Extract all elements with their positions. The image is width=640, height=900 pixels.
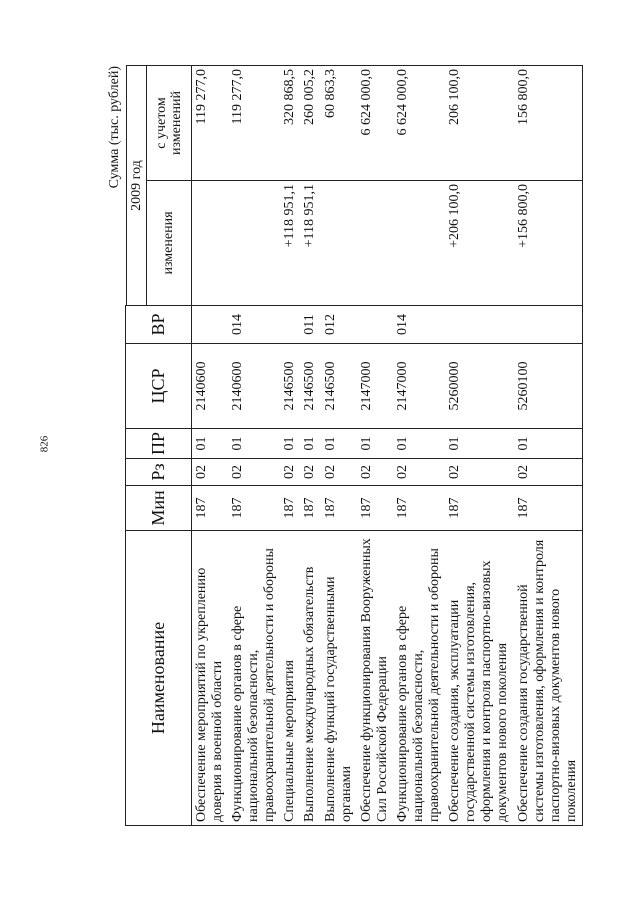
row-pr: 01 bbox=[280, 429, 300, 459]
row-total: 156 800,0 bbox=[514, 66, 583, 181]
row-rz: 02 bbox=[321, 459, 357, 486]
row-change: +118 951,1 bbox=[300, 181, 320, 306]
row-total: 320 868,5 bbox=[280, 66, 300, 181]
header-pr: ПР bbox=[126, 429, 192, 459]
row-csr: 5260000 bbox=[445, 344, 513, 429]
row-change: +206 100,0 bbox=[445, 181, 513, 306]
row-name: Выполнение международных обязательств bbox=[300, 531, 320, 826]
table-body bbox=[191, 66, 582, 826]
row-change bbox=[393, 181, 445, 306]
row-csr: 2146500 bbox=[280, 344, 300, 429]
row-name: Обеспечение создания, эксплуатации государственной системы изготовления, оформления и контроля паспортно-визовых документов нового поколения bbox=[445, 531, 513, 826]
row-vr bbox=[514, 306, 583, 344]
row-csr: 2147000 bbox=[393, 344, 445, 429]
row-csr: 5260100 bbox=[514, 344, 583, 429]
row-rz: 02 bbox=[300, 459, 320, 486]
table-row bbox=[393, 66, 445, 826]
row-rz: 02 bbox=[191, 459, 228, 486]
page-number: 826 bbox=[38, 435, 51, 453]
row-name: Выполнение функций государственными органами bbox=[321, 531, 357, 826]
table-row bbox=[514, 66, 583, 826]
table-row bbox=[280, 66, 300, 826]
sum-caption: Сумма (тыс. рублей) bbox=[107, 66, 122, 189]
table-row bbox=[357, 66, 393, 826]
header-vr: ВР bbox=[126, 306, 192, 344]
row-change bbox=[321, 181, 357, 306]
row-csr: 2146500 bbox=[321, 344, 357, 429]
row-name: Обеспечение функционирования Вооруженных Сил Российской Федерации bbox=[357, 531, 393, 826]
row-min: 187 bbox=[300, 486, 320, 531]
table-row bbox=[191, 66, 228, 826]
row-csr: 2140600 bbox=[191, 344, 228, 429]
table-row bbox=[300, 66, 320, 826]
row-vr: 014 bbox=[393, 306, 445, 344]
row-total: 6 624 000,0 bbox=[393, 66, 445, 181]
header-csr: ЦСР bbox=[126, 344, 192, 429]
row-vr bbox=[280, 306, 300, 344]
row-csr: 2140600 bbox=[228, 344, 280, 429]
row-name: Обеспечение мероприятий по укреплению доверия в военной области bbox=[191, 531, 228, 826]
row-total: 206 100,0 bbox=[445, 66, 513, 181]
row-vr: 012 bbox=[321, 306, 357, 344]
row-rz: 02 bbox=[393, 459, 445, 486]
row-total: 119 277,0 bbox=[228, 66, 280, 181]
row-min: 187 bbox=[357, 486, 393, 531]
row-rz: 02 bbox=[445, 459, 513, 486]
row-pr: 01 bbox=[321, 429, 357, 459]
row-pr: 01 bbox=[445, 429, 513, 459]
row-name: Функционирование органов в сфере национальной безопасности, правоохранительной деятельности и обороны bbox=[228, 531, 280, 826]
row-min: 187 bbox=[191, 486, 228, 531]
row-name: Обеспечение создания государственной системы изготовления, оформления и контроля паспортно-визовых документов нового поколения bbox=[514, 531, 583, 826]
row-min: 187 bbox=[280, 486, 300, 531]
row-min: 187 bbox=[228, 486, 280, 531]
row-pr: 01 bbox=[357, 429, 393, 459]
row-vr bbox=[445, 306, 513, 344]
header-rz: Рз bbox=[126, 459, 192, 486]
header-with-changes: с учетом изменений bbox=[146, 66, 191, 181]
row-vr: 011 bbox=[300, 306, 320, 344]
row-rz: 02 bbox=[357, 459, 393, 486]
row-change bbox=[228, 181, 280, 306]
table-row bbox=[228, 66, 280, 826]
row-rz: 02 bbox=[228, 459, 280, 486]
row-name: Функционирование органов в сфере национальной безопасности, правоохранительной деятельности и обороны bbox=[393, 531, 445, 826]
row-pr: 01 bbox=[228, 429, 280, 459]
row-pr: 01 bbox=[300, 429, 320, 459]
row-min: 187 bbox=[445, 486, 513, 531]
row-pr: 01 bbox=[191, 429, 228, 459]
row-min: 187 bbox=[393, 486, 445, 531]
row-total: 260 005,2 bbox=[300, 66, 320, 181]
table-row bbox=[321, 66, 357, 826]
row-min: 187 bbox=[321, 486, 357, 531]
row-pr: 01 bbox=[514, 429, 583, 459]
row-total: 60 863,3 bbox=[321, 66, 357, 181]
row-change: +156 800,0 bbox=[514, 181, 583, 306]
row-pr: 01 bbox=[393, 429, 445, 459]
row-total: 119 277,0 bbox=[191, 66, 228, 181]
row-vr: 014 bbox=[228, 306, 280, 344]
row-csr: 2146500 bbox=[300, 344, 320, 429]
header-name: Наименование bbox=[126, 531, 192, 826]
row-vr bbox=[357, 306, 393, 344]
row-change bbox=[191, 181, 228, 306]
budget-table bbox=[125, 65, 583, 826]
header-year: 2009 год bbox=[126, 66, 146, 306]
header-min: Мин bbox=[126, 486, 192, 531]
row-rz: 02 bbox=[280, 459, 300, 486]
row-vr bbox=[191, 306, 228, 344]
row-min: 187 bbox=[514, 486, 583, 531]
row-change bbox=[357, 181, 393, 306]
row-change: +118 951,1 bbox=[280, 181, 300, 306]
header-changes: изменения bbox=[146, 181, 191, 306]
rotated-page bbox=[107, 66, 585, 826]
row-name: Специальные мероприятия bbox=[280, 531, 300, 826]
row-rz: 02 bbox=[514, 459, 583, 486]
row-csr: 2147000 bbox=[357, 344, 393, 429]
row-total: 6 624 000,0 bbox=[357, 66, 393, 181]
table-row bbox=[445, 66, 513, 826]
